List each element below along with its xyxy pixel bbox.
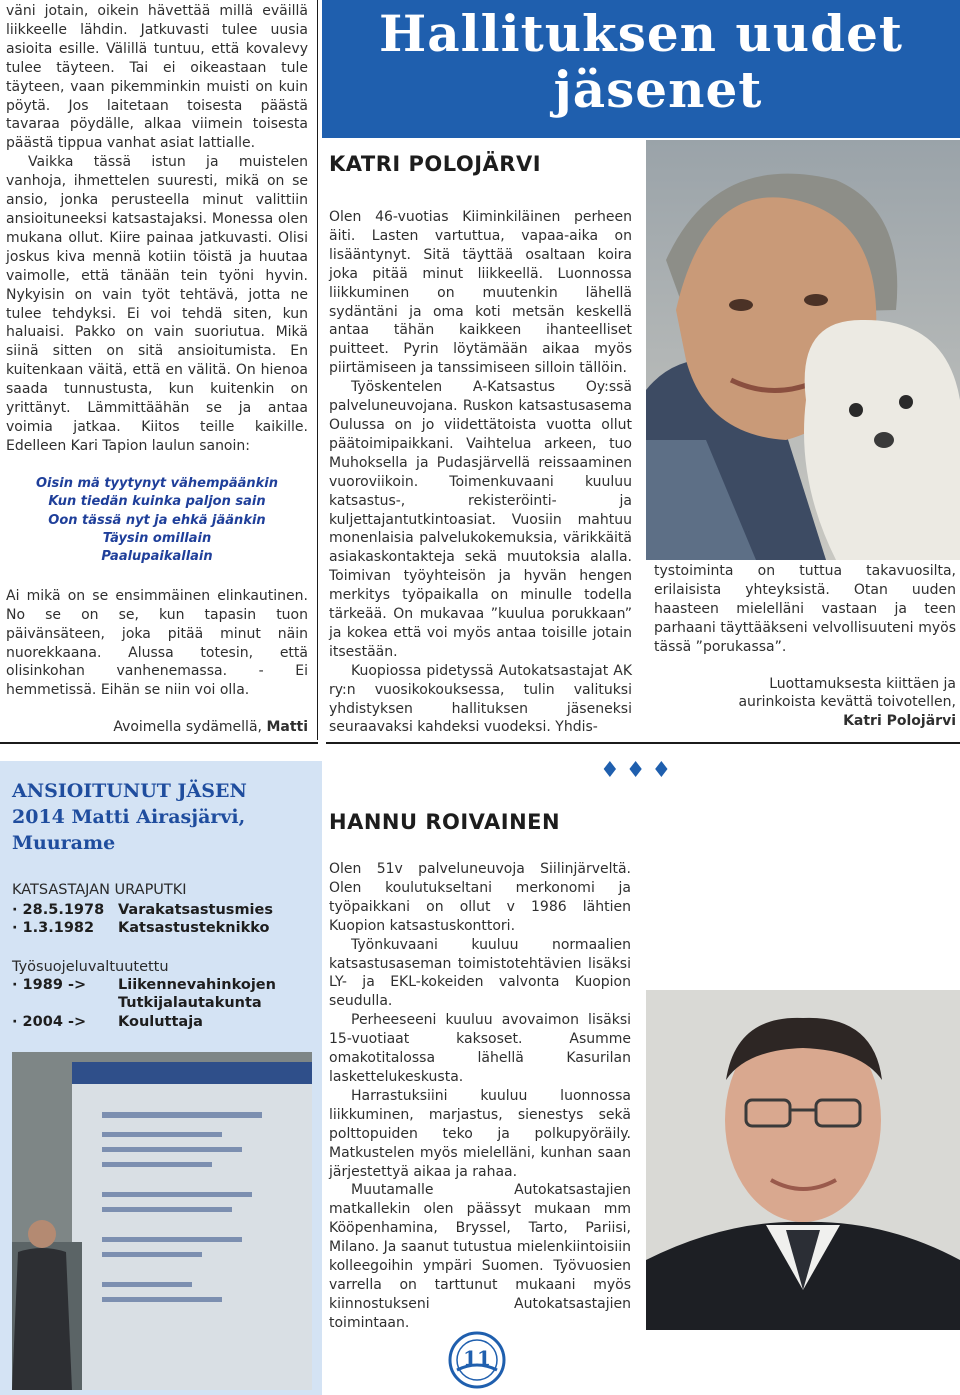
hannu-name-heading: HANNU ROIVAINEN	[329, 810, 561, 834]
hannu-paragraph-5: Muutamalle Autokatsastajien matkallekin olen päässyt mukaan mm Kööpenhamina, Bryssel, Tarto, Pariisi, Milano. Ja saanut tutustua mielenkiintoisiin kolleegoihin ympäri Suomen. Työvuosien varrella on tarttunut mukaani myös kiinnostukseni Autokatsastajien toimintaan.	[329, 1182, 631, 1331]
song-line: Oon tässä nyt ja ehkä jäänkin	[48, 512, 266, 528]
page-number: 11	[463, 1346, 491, 1370]
presentation-photo	[12, 1052, 312, 1390]
award-title-line-3: Muurame	[12, 832, 116, 854]
hannu-text-column	[329, 860, 631, 1333]
page-title	[330, 6, 952, 118]
katri-text-column	[329, 208, 632, 737]
safety-entry-role: Kouluttaja	[118, 1014, 203, 1030]
katri-photo	[646, 140, 960, 560]
award-title-line-2: 2014 Matti Airasjärvi,	[12, 806, 246, 828]
woman-with-dog-image	[646, 140, 960, 560]
safety-entry	[12, 977, 276, 993]
career-entry	[12, 902, 273, 918]
safety-entry-role-line-2: Tutkijalautakunta	[118, 995, 262, 1011]
left-paragraph-1: väni jotain, oikein hävettää millä eväillä liikkeelle lähdin. Jatkuvasti tulee uusia asioita esille. Välillä tuntuu, että kovalevy tulee täyteen. Tai ei oikeastaan tule täyteen, vaan pikemminkin muisti on kuin pöytä. Jos laitetaan toisesta päästä tavaraa pöydälle, alkaa viimein toisesta päästä tippua vanhat asiat lattialle.	[6, 3, 308, 152]
title-line-1: Hallituksen uudet	[378, 4, 903, 63]
katri-paragraph-4: tystoiminta on tuttua takavuosilta, erilaisista yhteyksistä. Otan uuden haasteen mielelläni vastaan ja teen parhaani täyttääkseni velvollisuuteni myös tässä ”porukassa”.	[654, 563, 956, 655]
song-line: Kun tiedän kuinka paljon sain	[48, 494, 266, 510]
katri-closing-line-2: aurinkoista kevättä toivotellen,	[738, 694, 956, 711]
page-number-badge	[446, 1330, 508, 1390]
award-title	[12, 778, 312, 856]
safety-entry-date: · 2004 ->	[12, 1014, 87, 1030]
katri-paragraph-2: Työskentelen A-Katsastus Oy:ssä palveluneuvojana. Ruskon katsastusasema Oulussa on jo viidettätoista vuotta ollut päätoimipaikkani. Vaihtelua arkeen, tuo Muhoksella ja Pudasjärvellä reissaaminen vuoroviikoin. Toimenkuvaani kuuluu katsastus-, rekisteröinti- ja kuljettajantutkintoasiat. Vuosiin mahtuu monenlaisia palvelukokemuksia, värikkäitä asiakaskontakteja sekä muutoksia alalla. Toimivan työyhteisön ja hyvän hengen merkitys työpaikalla on minulle todella tärkeää. On mukavaa ”kuulua porukkaan” ja kokea että voi myös antaa toisille jotain itsestään.	[329, 379, 632, 660]
signature	[6, 718, 308, 737]
career-label: KATSASTAJAN URAPUTKI	[12, 882, 187, 898]
signature-name: Matti	[266, 719, 308, 736]
safety-entry	[12, 1014, 203, 1030]
katri-name-heading: KATRI POLOJÄRVI	[329, 152, 542, 176]
left-paragraph-2: Vaikka tässä istun ja muistelen vanhoja, ihmettelen suuresti, mikä on se ansio, jonka perusteella minut valittiin ansioituneeksi katsastajaksi. Monessa olen mukana ollut. Kiire painaa jatkuvasti. Olisi joskus kiva mennä kotiin töistä ja huutaa vaimolle, että tänään tein työni hyvin. Nykyisin on vain työt tehtävä, jotta ne tulee tehdyksi. Ei voi tehdä siten, kun haluaisi. Pakko on vain suoriutua. Mikä siinä sitten on sitä ansioitumista. En kuitenkaan väitä, että en välitä. On hienoa saada tunnustusta, kun kuitenkin on yrittänyt. Lämmittäähän se ja antaa voimia jatkaa. Kiitos teille kaikille. Edelleen Kari Tapion laulun sanoin:	[6, 154, 308, 454]
career-entry-date: · 28.5.1978	[12, 902, 105, 918]
career-entry	[12, 920, 270, 936]
song-line: Täysin omillain	[102, 530, 212, 546]
section-divider-right	[326, 742, 960, 744]
career-entry-role: Katsastusteknikko	[118, 920, 270, 936]
signature-prefix: Avoimella sydämellä,	[113, 719, 267, 736]
career-entry-date: · 1.3.1982	[12, 920, 95, 936]
katri-closing-name: Katri Polojärvi	[843, 713, 956, 730]
song-quote	[6, 475, 308, 567]
katri-paragraph-1: Olen 46-vuotias Kiiminkiläinen perheen äiti. Lasten vartuttua, vapaa-aika on lisääntynyt. Sitä täyttää osaltaan koira joka pitää minut liikkeellä. Luonnossa liikkuminen on muutenkin lähellä sydäntäni ja oma koti metsän keskellä antaa tähän kaikkeen ihanteelliset puitteet. Pyrin löytämään aikaa myös piirtämiseen ja tanssimiseen silloin tällöin.	[329, 209, 632, 377]
safety-entry-continued	[118, 995, 262, 1011]
title-line-2: jäsenet	[553, 60, 763, 119]
hannu-photo	[646, 990, 960, 1330]
hannu-paragraph-1: Olen 51v palveluneuvoja Siilinjärveltä. Olen koulutukseltani merkonomi ja työpaikkani on ollut v 1986 lähtien Kuopion katsastuskonttori.	[329, 861, 631, 934]
award-title-line-1: ANSIOITUNUT JÄSEN	[12, 780, 247, 802]
song-line: Paalupaikallain	[101, 549, 213, 565]
katri-paragraph-3: Kuopiossa pidetyssä Autokatsastajat AK ry:n vuosikokouksessa, tulin valituksi yhdistyksen hallituksen jäseneksi seuraavaksi kahdeksi vuodeksi. Yhdis-	[329, 662, 632, 736]
section-divider-left	[0, 742, 318, 744]
left-paragraph-3: Ai mikä on se ensimmäinen elinkautinen. No se on se, kun tapasin tuon päivänsäteen, joka pitää minut näin nuorekkaana. Alussa totesin, että olisinkohan vanhenemassa. - Ei hemmetissä. Eihän se niin voi olla.	[6, 587, 308, 699]
hannu-paragraph-2: Työnkuvaani kuuluu normaalien katsastusaseman toimistotehtävien lisäksi LY- ja EKL-kokeiden valvonta Kuopion seudulla.	[329, 936, 631, 1010]
speaker-at-slide-image	[12, 1052, 312, 1390]
song-line: Oisin mä tyytynyt vähempäänkin	[36, 475, 278, 491]
katri-continued-column	[654, 562, 956, 731]
left-column	[6, 2, 308, 737]
safety-entry-date: · 1989 ->	[12, 977, 87, 993]
hannu-paragraph-4: Harrastuksiini kuuluu luonnossa liikkuminen, marjastus, sienestys sekä polttopuiden teko ja polkupyöräily. Matkustelen myös mielelläni, kunhan saan järjestettyä aikaa ja rahaa.	[329, 1087, 631, 1180]
column-divider	[317, 0, 318, 740]
career-entry-role: Varakatsastusmies	[118, 902, 273, 918]
section-ornament: ♦♦♦	[600, 758, 678, 783]
man-portrait-image	[646, 990, 960, 1330]
safety-label: Työsuojeluvaltuutettu	[12, 959, 169, 975]
katri-closing-line-1: Luottamuksesta kiittäen ja	[769, 675, 956, 692]
safety-entry-role: Liikennevahinkojen	[118, 977, 276, 993]
hannu-paragraph-3: Perheeseeni kuuluu avovaimon lisäksi 15-vuotiaat kaksoset. Asumme omakotitalossa lähellä Kasurilan laskettelukeskusta.	[329, 1012, 631, 1085]
